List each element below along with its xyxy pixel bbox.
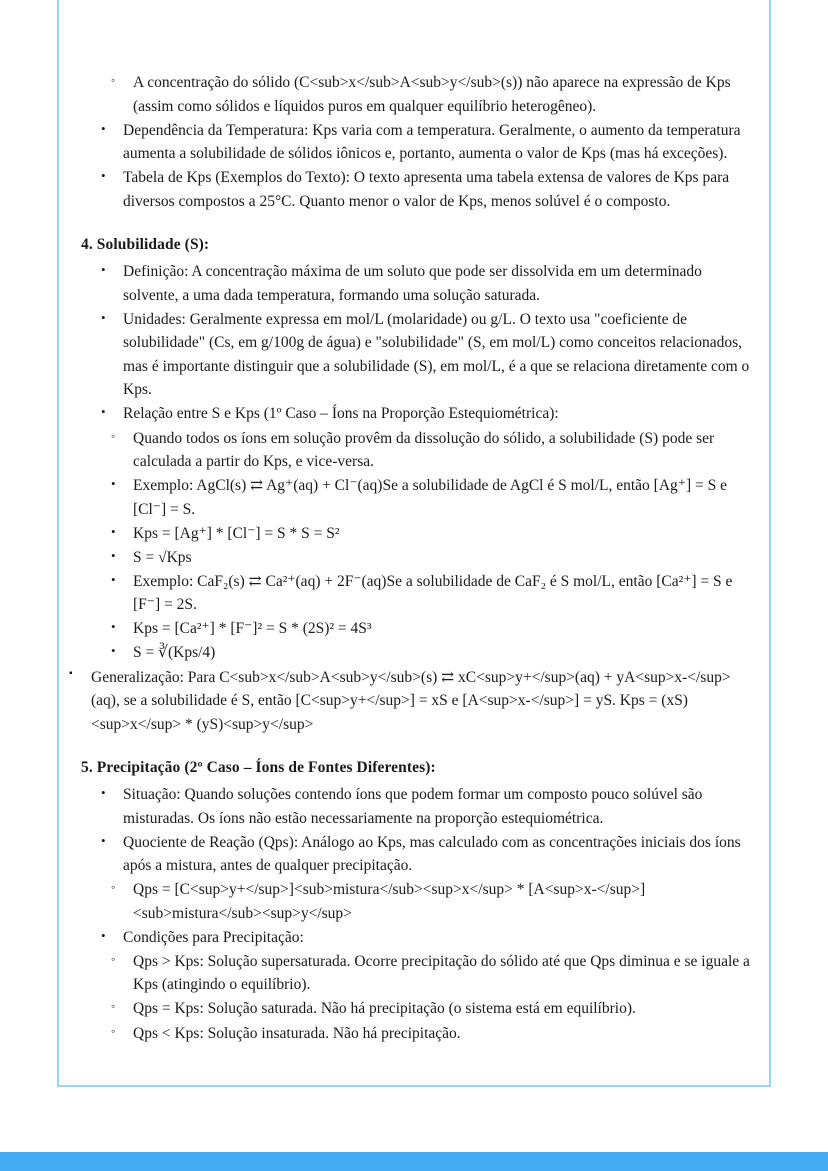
condicoes-list [81,926,751,950]
kps-caf2-formula: Kps = [Ca²⁺] * [F⁻]² = S * (2S)² = 4S³ [133,620,372,638]
condicao-insaturada-text: Qps < Kps: Solução insaturada. Não há precipitação. [133,1024,461,1042]
list-item [101,402,751,426]
disc-bullet-icon: • [111,571,116,587]
kps-agcl-formula: Kps = [Ag⁺] * [Cl⁻] = S * S = S² [133,524,340,542]
list-item [101,166,751,213]
list-item [111,522,751,546]
disc-bullet-icon: • [101,927,106,943]
list-item [111,570,751,617]
list-item [111,1022,751,1046]
list-item [111,878,751,925]
solid-concentration-text: A concentração do sólido (C<sub>x</sub>A<sub>y</sub>(s)) não aparece na expressão de Kps (assim como sólidos e líquidos puros em qualquer equilíbrio heterogêneo). [133,74,731,115]
circle-bullet-icon: ◦ [111,951,116,966]
list-item [101,260,751,307]
disc-bullet-icon: • [111,547,116,563]
square-bullet-icon: ▪ [69,667,73,679]
list-item [111,474,751,521]
generalizacao-list [69,666,751,737]
list-item [111,997,751,1021]
relacao-s-kps-text: Relação entre S e Kps (1º Caso – Íons na Proporção Estequiométrica): [123,405,559,423]
unidades-text: Unidades: Geralmente expressa em mol/L (molaridade) ou g/L. O texto usa "coeficiente de solubilidade" (Cs, em g/100g de água) e "solubilidade" (S, em mol/L) como conceitos relacionados, mas é importante distinguir que a solubilidade (S), em mol/L, é a que se relaciona diretamente com o Kps. [123,310,750,399]
generalizacao-text: Generalização: Para C<sub>x</sub>A<sub>y</sub>(s) ⇄ xC<sup>y+</sup>(aq) + yA<sup>x-</sup>(aq), se a solubilidade é S, então [C<sup>y+</sup>] = xS e [A<sup>x-</sup>] = yS. Kps = (xS)<sup>x</sup> * (yS)<sup>y</sup> [91,668,731,733]
circle-bullet-icon: ◦ [111,73,116,87]
disc-bullet-icon: • [111,476,116,492]
solid-concentration-list [81,71,751,118]
kps-table-text: Tabela de Kps (Exemplos do Texto): O texto apresenta uma tabela extensa de valores de Kps para diversos compostos a 25°C. Quanto menor o valor de Kps, menos solúvel é o composto. [123,169,730,210]
quociente-reacao-text: Quociente de Reação (Qps): Análogo ao Kps, mas calculado com as concentrações iniciais dos íons após a mistura, antes de qualquer precipitação. [123,833,741,875]
exemplo-caf2-text: Exemplo: CaF₂(s) ⇄ Ca²⁺(aq) + 2F⁻(aq)Se a solubilidade de CaF₂ é S mol/L, então [Ca²⁺] = S e [F⁻] = 2S. [133,572,733,614]
s-sqrt-formula: S = √Kps [133,548,192,566]
relacao-detail-list [81,427,751,474]
condicao-supersaturada-text: Qps > Kps: Solução supersaturada. Ocorre precipitação do sólido até que Qps diminua e se iguale a Kps (atingindo o equilíbrio). [133,952,750,994]
list-item [111,546,751,570]
list-item [101,119,751,166]
qps-formula-text: Qps = [C<sup>y+</sup>]<sub>mistura</sub><sup>x</sup> * [A<sup>x-</sup>] <sub>mistura</sub><sup>y</sup> [133,881,646,922]
circle-bullet-icon: ◦ [111,999,116,1014]
situacao-text: Situação: Quando soluções contendo íons que podem formar um composto pouco solúvel são misturadas. Os íons não estão necessariamente na proporção estequiométrica. [123,786,703,827]
qps-formula-list [81,878,751,925]
section-heading-precipitacao: 5. Precipitação (2º Caso – Íons de Fontes Diferentes): [81,759,436,777]
disc-bullet-icon: • [111,619,116,635]
list-item [111,641,751,665]
kps-properties-list [81,119,751,214]
list-item [101,308,751,402]
condicoes-detail-list [81,950,751,1045]
precipitacao-list [81,783,751,878]
section-heading-solubilidade: 4. Solubilidade (S): [81,236,210,254]
disc-bullet-icon: • [111,643,116,659]
condicao-saturada-text: Qps = Kps: Solução saturada. Não há precipitação (o sistema está em equilíbrio). [133,1000,636,1018]
solubilidade-list [81,260,751,426]
disc-bullet-icon: • [101,120,106,136]
condicoes-precipitacao-text: Condições para Precipitação: [123,928,304,946]
disc-bullet-icon: • [101,262,106,278]
document-page-sheet [57,0,771,1087]
disc-bullet-icon: • [101,785,106,801]
circle-bullet-icon: ◦ [111,428,116,443]
list-item [111,71,751,118]
circle-bullet-icon: ◦ [111,1023,116,1038]
circle-bullet-icon: ◦ [111,880,116,895]
definicao-text: Definição: A concentração máxima de um soluto que pode ser dissolvida em um determinado solvente, a uma dada temperatura, formando uma solução saturada. [123,263,702,304]
s-cbrt-formula: S = ∛(Kps/4) [133,644,216,662]
exemplos-formulas-list [81,474,751,665]
disc-bullet-icon: • [111,523,116,539]
disc-bullet-icon: • [101,832,106,848]
list-item [111,617,751,641]
footer-accent-bar [0,1152,828,1171]
disc-bullet-icon: • [101,168,106,184]
exemplo-agcl-text: Exemplo: AgCl(s) ⇄ Ag⁺(aq) + Cl⁻(aq)Se a solubilidade de AgCl é S mol/L, então [Ag⁺] = S e [Cl⁻] = S. [133,477,727,518]
list-item [111,427,751,474]
list-item [101,926,751,950]
list-item [69,666,751,737]
disc-bullet-icon: • [101,404,106,420]
list-item [101,831,751,878]
quando-ions-text: Quando todos os íons em solução provêm da dissolução do sólido, a solubilidade (S) pode ser calculada a partir do Kps, e vice-versa. [133,429,715,471]
list-item [111,950,751,997]
temperature-dependence-text: Dependência da Temperatura: Kps varia com a temperatura. Geralmente, o aumento da temperatura aumenta a solubilidade de sólidos iônicos e, portanto, aumenta o valor de Kps (mas há exceções). [123,121,741,163]
disc-bullet-icon: • [101,309,106,325]
list-item [101,783,751,830]
document-content [69,71,751,1046]
